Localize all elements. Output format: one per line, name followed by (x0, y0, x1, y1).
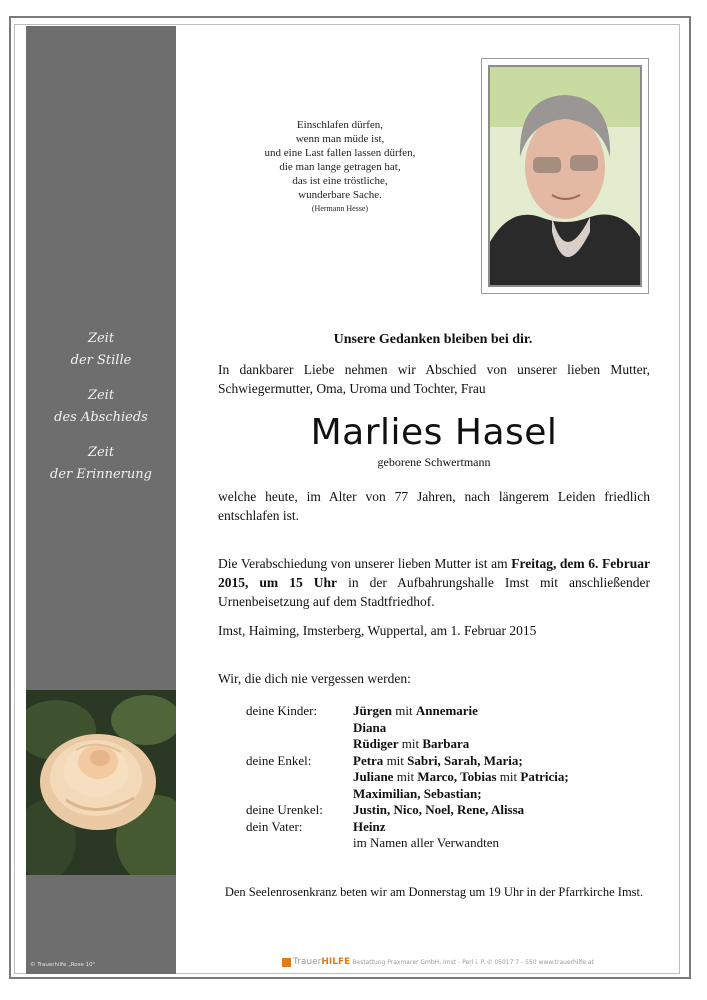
family-label: dein Vater: (246, 818, 303, 834)
family-label (246, 835, 353, 852)
company-phone: 05017 7 - 550 (494, 958, 537, 966)
family-label: deine Urenkel: (246, 802, 323, 817)
family-members: Diana (353, 719, 387, 735)
quote-line: wenn man müde ist, (295, 133, 385, 145)
farewell-text: in der Aufbahrungshalle Imst mit anschließender Urnenbeisetzung auf dem Stadtfriedhof. (218, 575, 650, 609)
death-paragraph: welche heute, im Alter von 77 Jahren, nach längerem Leiden friedlich entschlafen ist. (218, 489, 650, 523)
family-row (246, 802, 666, 819)
image-credit: © Trauerhilfe „Rose 10" (30, 962, 96, 968)
company-name: Bestattung Praxmarer GmbH, Imst - Perl i. P. (352, 958, 486, 966)
sidebar-word: der Stille (70, 352, 132, 368)
phone-icon: ✆ (487, 958, 493, 966)
family-members: Petra mit Sabri, Sarah, Maria; (353, 752, 523, 768)
quote-line: das ist eine tröstliche, (292, 175, 388, 187)
footer-bar (282, 957, 594, 967)
family-members: Rüdiger mit Barbara (353, 736, 470, 751)
family-label: deine Kinder: (246, 703, 318, 718)
quote-line: Einschlafen dürfen, (296, 119, 384, 131)
family-row (246, 753, 666, 770)
family-list (246, 703, 666, 852)
quote-line: und eine Last fallen lassen dürfen, (264, 147, 416, 159)
company-website: www.trauerhilfe.at (538, 958, 594, 966)
family-label (246, 786, 353, 803)
family-members: Heinz (353, 818, 386, 834)
quote-author: (Hermann Hesse) (311, 204, 369, 213)
family-row (246, 786, 666, 803)
rose-image (26, 690, 176, 875)
sidebar-word: des Abschieds (54, 409, 148, 425)
family-label: deine Enkel: (246, 752, 312, 768)
quote-line: wunderbare Sache. (298, 189, 382, 201)
sidebar-word: Zeit (87, 445, 115, 460)
portrait-photo (488, 65, 642, 287)
farewell-paragraph (218, 554, 650, 611)
family-members: im Namen aller Verwandten (353, 835, 499, 850)
farewell-text: Die Verabschiedung von unserer lieben Mutter ist am (218, 556, 512, 571)
rosary-note: Den Seelenrosenkranz beten wir am Donnerstag um 19 Uhr in der Pfarrkirche Imst. (224, 885, 644, 899)
family-row (246, 835, 666, 852)
family-row (246, 720, 666, 737)
family-row (246, 769, 666, 786)
family-members: Maximilian, Sebastian; (353, 785, 482, 801)
sidebar-word: der Erinnerung (50, 466, 152, 482)
birth-name: geborene Schwertmann (377, 455, 491, 469)
notice-headline: Unsere Gedanken bleiben bei dir. (333, 332, 533, 347)
family-label (246, 736, 353, 753)
logo-icon (282, 958, 291, 967)
deceased-name: Marlies Hasel (310, 412, 558, 453)
family-row (246, 819, 666, 836)
sidebar-word: Zeit (87, 331, 115, 346)
intro-paragraph: In dankbarer Liebe nehmen wir Abschied von unserer lieben Mutter, Schwiegermutter, Oma, Uroma und Tochter, Frau (218, 362, 650, 396)
sidebar-word: Zeit (87, 388, 115, 403)
quote (240, 118, 440, 216)
farewell-date: Freitag, dem 6. Februar 2015, um 15 Uhr (218, 556, 650, 590)
place-date: Imst, Haiming, Imsterberg, Wuppertal, am 1. Februar 2015 (218, 623, 537, 638)
family-row (246, 703, 666, 720)
sidebar-words (26, 328, 176, 485)
logo: TrauerHILFE (293, 957, 351, 967)
family-members: Justin, Nico, Noel, Rene, Alissa (353, 802, 525, 817)
family-label (246, 720, 353, 737)
quote-line: die man lange getragen hat, (279, 161, 401, 173)
family-intro: Wir, die dich nie vergessen werden: (218, 671, 411, 686)
family-members: Juliane mit Marco, Tobias mit Patricia; (353, 769, 569, 784)
family-members: Jürgen mit Annemarie (353, 703, 478, 718)
family-row (246, 736, 666, 753)
family-label (246, 769, 353, 786)
